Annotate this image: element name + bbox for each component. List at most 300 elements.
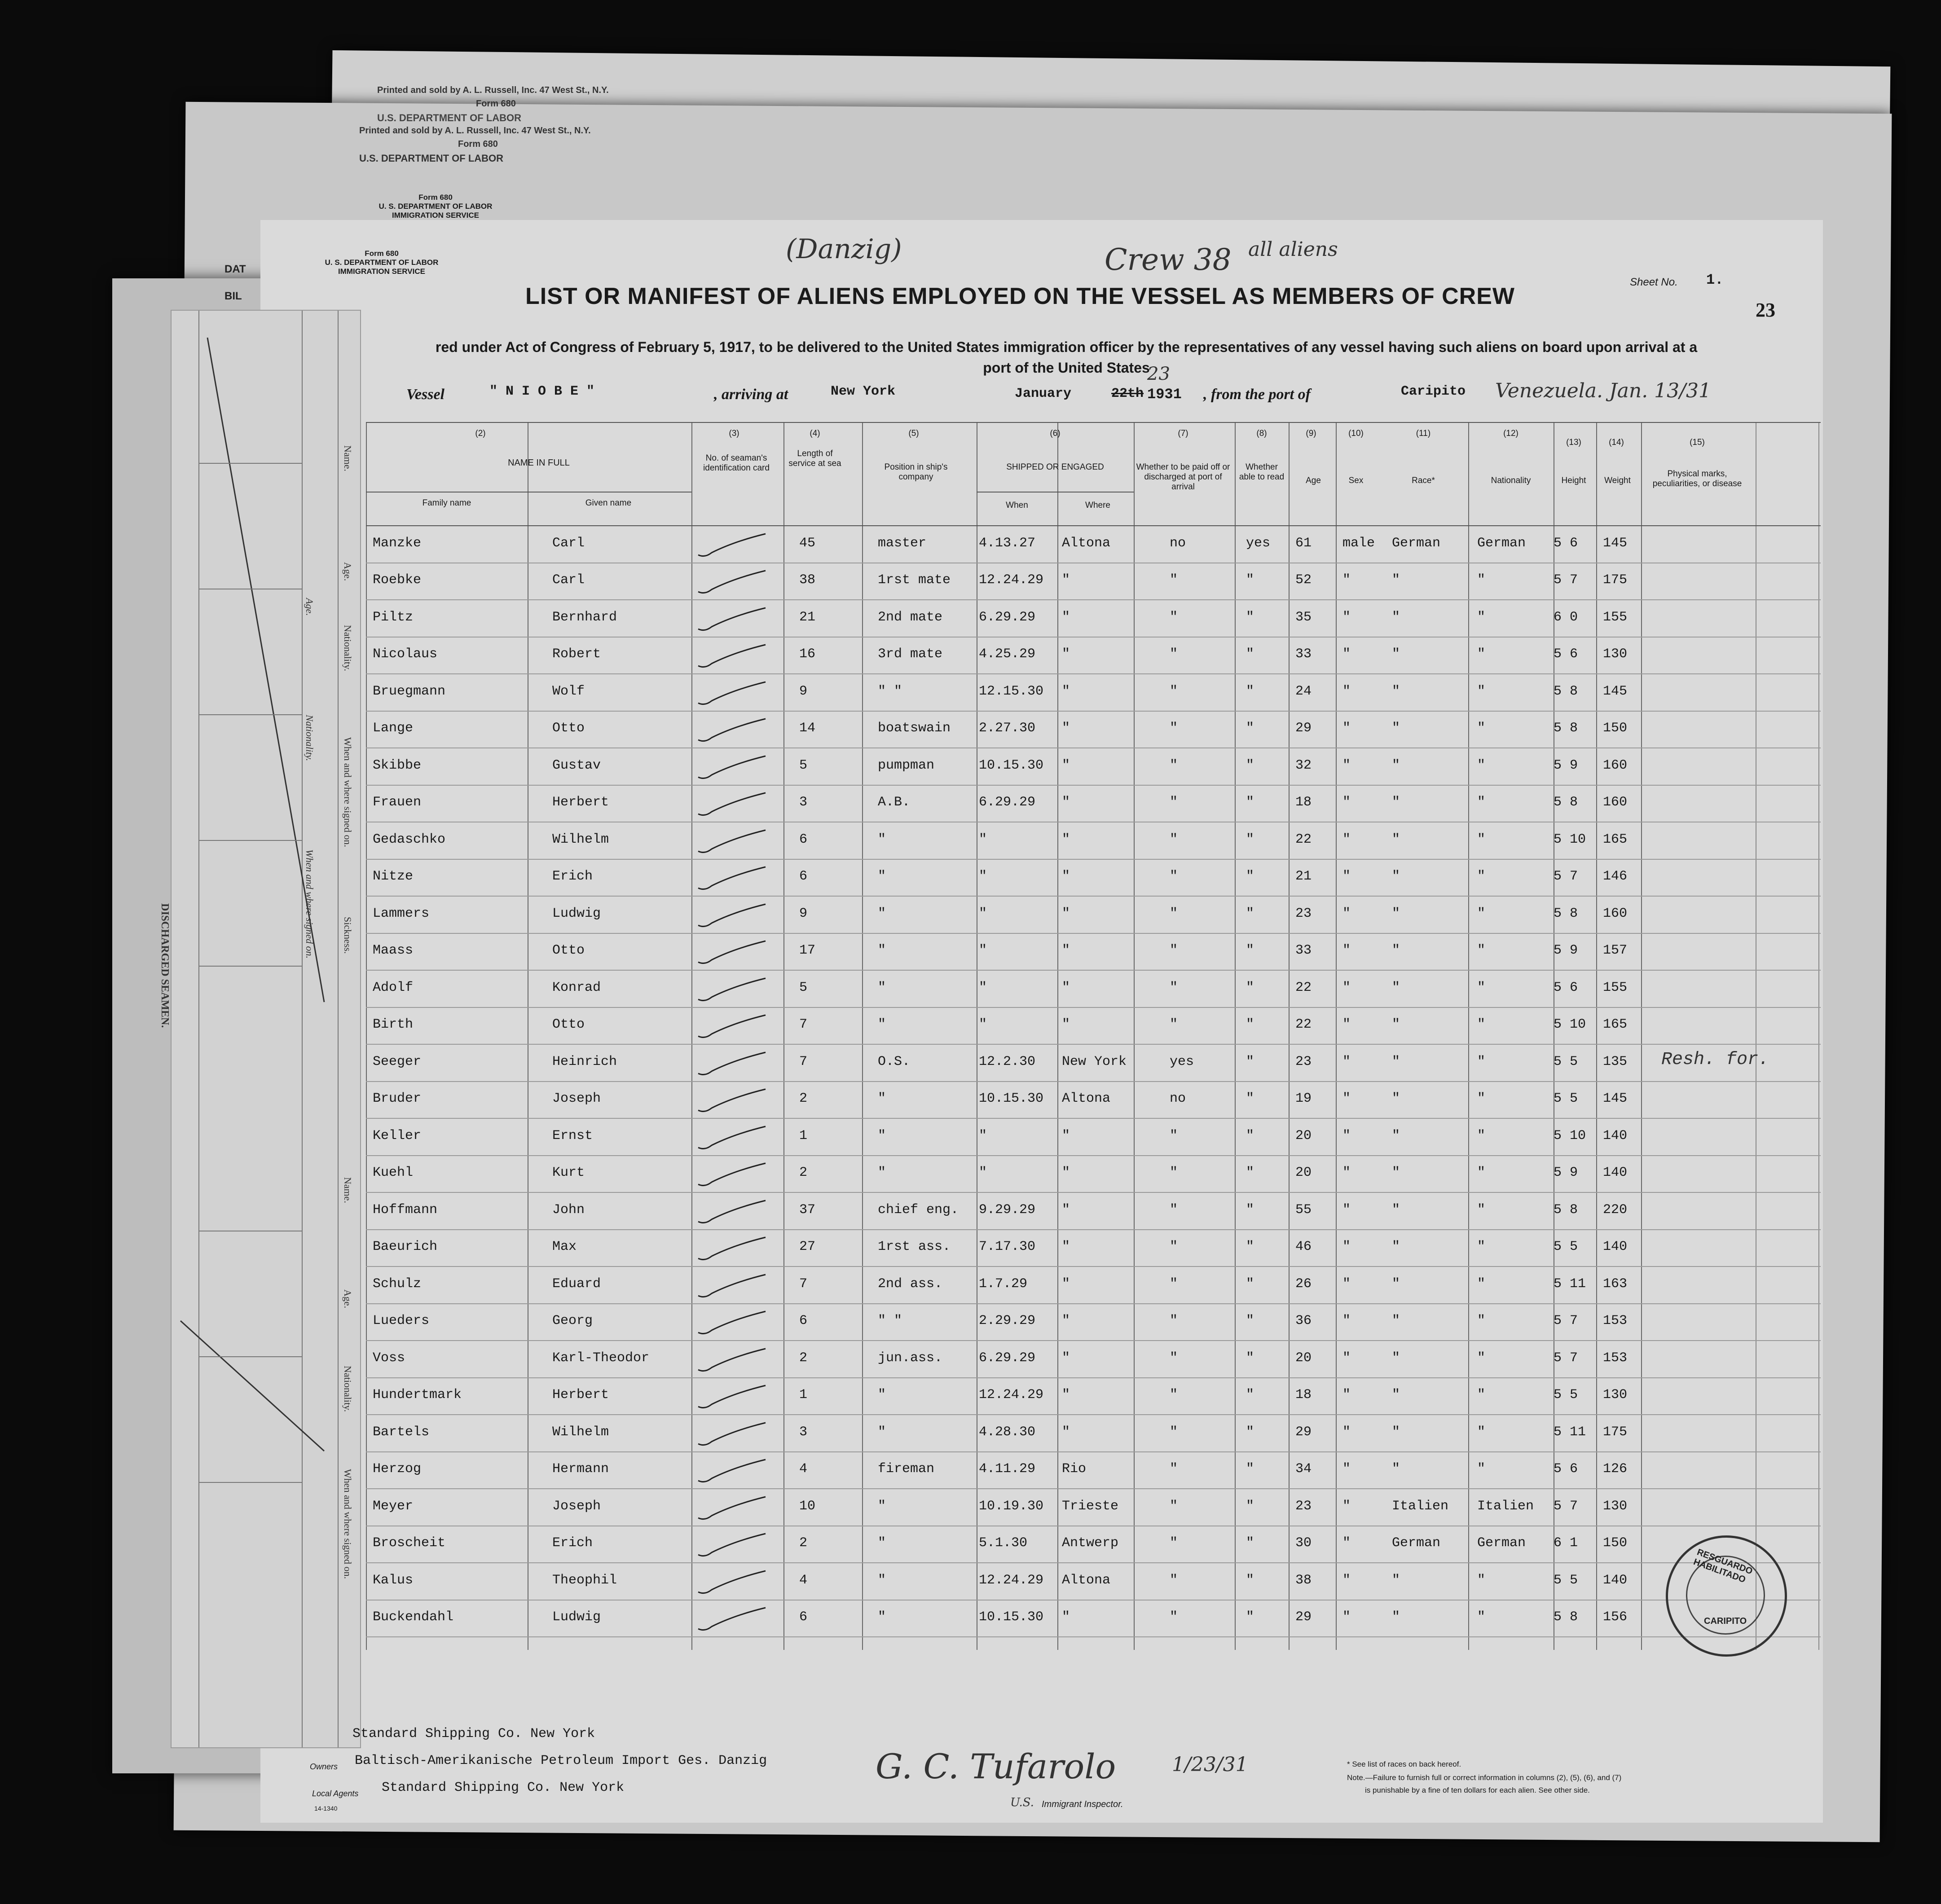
cell-shipped-when: 1.7.29 <box>979 1276 1028 1292</box>
cell-service-length: 21 <box>799 609 816 625</box>
arrival-day-struck: 22th <box>1111 386 1144 401</box>
cell-shipped-when: " <box>979 906 987 921</box>
cell-able-to-read: " <box>1246 1091 1254 1106</box>
cell-age: 33 <box>1295 943 1312 958</box>
cell-nationality: " <box>1477 1424 1486 1440</box>
id-card-check-icon <box>694 604 775 636</box>
table-row-rule <box>366 1414 1821 1415</box>
discharged-seamen-strip <box>159 310 361 1748</box>
cell-shipped-where: " <box>1062 757 1070 773</box>
inspector-label: Immigrant Inspector. <box>1042 1799 1123 1809</box>
cell-family-name: Broscheit <box>373 1535 446 1551</box>
cell-family-name: Nicolaus <box>373 646 438 662</box>
cell-age: 30 <box>1295 1535 1312 1551</box>
cell-paid-off: " <box>1170 980 1178 995</box>
id-card-check-icon <box>694 1604 775 1636</box>
cell-service-length: 38 <box>799 572 816 588</box>
cell-able-to-read: " <box>1246 646 1254 662</box>
col-physical-marks: Physical marks, peculiarities, or disease <box>1652 469 1742 488</box>
cell-paid-off: " <box>1170 721 1178 736</box>
cell-sex: " <box>1342 1350 1351 1366</box>
cell-shipped-when: 12.24.29 <box>979 1387 1044 1403</box>
cell-position: A.B. <box>878 795 911 810</box>
cell-service-length: 4 <box>799 1461 808 1477</box>
cell-given-name: Joseph <box>552 1091 601 1106</box>
cell-family-name: Manzke <box>373 535 422 551</box>
cell-height: 5 9 <box>1554 943 1578 958</box>
cell-shipped-when: " <box>979 831 987 847</box>
cell-able-to-read: " <box>1246 943 1254 958</box>
col-name-in-full: NAME IN FULL <box>508 458 570 468</box>
cell-family-name: Maass <box>373 943 414 958</box>
cell-race: " <box>1392 1387 1400 1403</box>
cell-given-name: Ludwig <box>552 1609 601 1625</box>
col-age: Age <box>1306 476 1321 485</box>
cell-nationality: " <box>1477 1572 1486 1588</box>
col-sex: Sex <box>1348 476 1364 485</box>
cell-height: 5 10 <box>1554 1128 1586 1143</box>
strip-label-nationality-2: Nationality. <box>342 1366 353 1412</box>
cell-weight: 140 <box>1603 1165 1628 1180</box>
table-row-rule <box>366 970 1821 971</box>
cell-race: " <box>1392 721 1400 736</box>
cell-sex: " <box>1342 609 1351 625</box>
cell-family-name: Lammers <box>373 906 430 921</box>
cell-height: 5 8 <box>1554 1609 1578 1625</box>
cell-nationality: " <box>1477 906 1486 921</box>
cell-shipped-where: New York <box>1062 1054 1127 1069</box>
cell-weight: 130 <box>1603 646 1628 662</box>
cell-service-length: 27 <box>799 1239 816 1254</box>
cell-sex: " <box>1342 1498 1351 1514</box>
cell-given-name: Gustav <box>552 757 601 773</box>
from-port-label: , from the port of <box>1203 386 1311 403</box>
col-num-11: (11) <box>1416 429 1431 438</box>
cell-service-length: 17 <box>799 943 816 958</box>
cell-family-name: Gedaschko <box>373 831 446 847</box>
agents-label: Local Agents <box>312 1789 359 1798</box>
cell-service-length: 7 <box>799 1017 808 1032</box>
cell-sex: " <box>1342 1276 1351 1292</box>
cell-age: 24 <box>1295 683 1312 699</box>
cell-service-length: 10 <box>799 1498 816 1514</box>
table-row-rule <box>366 1044 1821 1045</box>
cell-service-length: 7 <box>799 1276 808 1292</box>
cell-position: " <box>878 980 886 995</box>
cell-able-to-read: yes <box>1246 535 1271 551</box>
id-card-check-icon <box>694 1011 775 1043</box>
cell-height: 5 10 <box>1554 831 1586 847</box>
cell-given-name: Georg <box>552 1313 593 1328</box>
table-row-rule <box>366 1155 1821 1156</box>
col-nationality: Nationality <box>1491 476 1531 485</box>
cell-paid-off: " <box>1170 1572 1178 1588</box>
cell-height: 5 7 <box>1554 1313 1578 1328</box>
cell-height: 5 7 <box>1554 1498 1578 1514</box>
cell-nationality: " <box>1477 646 1486 662</box>
cell-able-to-read: " <box>1246 1350 1254 1366</box>
cell-paid-off: " <box>1170 1498 1178 1514</box>
cell-race: " <box>1392 1313 1400 1328</box>
cell-position: " <box>878 906 886 921</box>
cell-shipped-when: 10.15.30 <box>979 1091 1044 1106</box>
cell-nationality: " <box>1477 1091 1486 1106</box>
cell-race: " <box>1392 646 1400 662</box>
cell-race: German <box>1392 1535 1441 1551</box>
cell-able-to-read: " <box>1246 980 1254 995</box>
table-column-rule <box>1641 422 1642 1650</box>
cell-nationality: " <box>1477 1017 1486 1032</box>
strip-diagonals <box>172 311 360 1747</box>
cell-nationality: " <box>1477 943 1486 958</box>
cell-sex: " <box>1342 906 1351 921</box>
table-column-rule <box>1336 422 1337 1650</box>
cell-shipped-when: 12.24.29 <box>979 572 1044 588</box>
cell-family-name: Kalus <box>373 1572 414 1588</box>
cell-race: " <box>1392 869 1400 884</box>
id-card-check-icon <box>694 1382 775 1413</box>
cell-sex: " <box>1342 831 1351 847</box>
cell-position: " <box>878 1387 886 1403</box>
cell-age: 26 <box>1295 1276 1312 1292</box>
id-card-check-icon <box>694 678 775 710</box>
cell-able-to-read: " <box>1246 1387 1254 1403</box>
table-row-rule <box>366 1081 1821 1082</box>
strip-label-signed-2: When and where signed on. <box>342 1469 353 1579</box>
cell-position: " <box>878 1424 886 1440</box>
cell-age: 38 <box>1295 1572 1312 1588</box>
cell-given-name: Robert <box>552 646 601 662</box>
cell-service-length: 6 <box>799 869 808 884</box>
cell-race: " <box>1392 906 1400 921</box>
cell-able-to-read: " <box>1246 1535 1254 1551</box>
cell-paid-off: yes <box>1170 1054 1194 1069</box>
strip-inner-signed: When and where signed on. <box>304 849 315 959</box>
cell-shipped-when: " <box>979 1017 987 1032</box>
table-row-rule <box>366 637 1821 638</box>
cell-age: 46 <box>1295 1239 1312 1254</box>
cell-height: 5 10 <box>1554 1017 1586 1032</box>
cell-weight: 145 <box>1603 535 1628 551</box>
table-row-rule <box>366 1636 1821 1637</box>
cell-age: 36 <box>1295 1313 1312 1328</box>
cell-sex: " <box>1342 1128 1351 1143</box>
cell-shipped-when: 10.15.30 <box>979 1609 1044 1625</box>
cell-shipped-where: " <box>1062 609 1070 625</box>
table-row-rule <box>366 859 1821 860</box>
cell-service-length: 14 <box>799 721 816 736</box>
col-id-card: No. of seaman's identification card <box>703 453 770 473</box>
cell-able-to-read: " <box>1246 1313 1254 1328</box>
cell-position: " <box>878 1091 886 1106</box>
cell-paid-off: " <box>1170 943 1178 958</box>
cell-family-name: Voss <box>373 1350 405 1366</box>
arrival-year: 1931 <box>1147 386 1182 403</box>
cell-paid-off: " <box>1170 1239 1178 1254</box>
cell-height: 5 5 <box>1554 1387 1578 1403</box>
cell-position: " <box>878 1572 886 1588</box>
note-line-1: Note.—Failure to furnish full or correct information in columns (2), (5), (6), and (7) <box>1347 1773 1622 1782</box>
form-line-2: Form 680 <box>458 139 498 149</box>
id-card-check-icon <box>694 1160 775 1191</box>
cell-paid-off: " <box>1170 1387 1178 1403</box>
cell-age: 18 <box>1295 1387 1312 1403</box>
discharged-seamen-title: DISCHARGED SEAMEN. <box>159 903 171 1028</box>
cell-race: Italien <box>1392 1498 1449 1514</box>
strip-inner-age: Age. <box>304 598 315 616</box>
form-code: 14-1340 <box>314 1805 338 1812</box>
owners-value: Baltisch-Amerikanische Petroleum Import Ges. Danzig <box>355 1753 767 1768</box>
cell-age: 61 <box>1295 535 1312 551</box>
cell-shipped-when: 6.29.29 <box>979 1350 1036 1366</box>
cell-shipped-where: " <box>1062 1276 1070 1292</box>
cell-age: 29 <box>1295 1424 1312 1440</box>
cell-shipped-where: " <box>1062 572 1070 588</box>
handwritten-all-aliens: all aliens <box>1248 238 1338 261</box>
id-card-check-icon <box>694 1530 775 1561</box>
cell-weight: 130 <box>1603 1498 1628 1514</box>
cell-paid-off: " <box>1170 1350 1178 1366</box>
cell-given-name: Hermann <box>552 1461 609 1477</box>
table-row-rule <box>366 1118 1821 1119</box>
col-length-service: Length of service at sea <box>788 449 841 468</box>
cell-given-name: Otto <box>552 943 585 958</box>
cell-nationality: " <box>1477 1313 1486 1328</box>
cell-family-name: Nitze <box>373 869 414 884</box>
cell-able-to-read: " <box>1246 1128 1254 1143</box>
cell-family-name: Bartels <box>373 1424 430 1440</box>
cell-sex: " <box>1342 1091 1351 1106</box>
id-card-check-icon <box>694 1271 775 1302</box>
departure-port-handwritten: Venezuela. Jan. 13/31 <box>1495 379 1711 402</box>
cell-position: " <box>878 1017 886 1032</box>
cell-weight: 135 <box>1603 1054 1628 1069</box>
cell-shipped-where: " <box>1062 646 1070 662</box>
cell-nationality: " <box>1477 1609 1486 1625</box>
cell-shipped-where: " <box>1062 943 1070 958</box>
cell-paid-off: " <box>1170 1609 1178 1625</box>
strip-label-signed: When and where signed on. <box>342 737 353 847</box>
cell-shipped-when: 5.1.30 <box>979 1535 1028 1551</box>
col-num-12: (12) <box>1503 429 1518 438</box>
cell-race: " <box>1392 1424 1400 1440</box>
cell-able-to-read: " <box>1246 757 1254 773</box>
cell-nationality: " <box>1477 1202 1486 1218</box>
cell-age: 35 <box>1295 609 1312 625</box>
col-given-name: Given name <box>585 498 632 508</box>
table-row-rule <box>366 711 1821 712</box>
cell-height: 5 9 <box>1554 1165 1578 1180</box>
cell-paid-off: " <box>1170 1017 1178 1032</box>
cell-given-name: Theophil <box>552 1572 617 1588</box>
cell-nationality: " <box>1477 795 1486 810</box>
cell-sex: " <box>1342 1017 1351 1032</box>
table-row-rule <box>366 673 1821 674</box>
cell-age: 29 <box>1295 721 1312 736</box>
cell-sex: " <box>1342 1165 1351 1180</box>
cell-weight: 156 <box>1603 1609 1628 1625</box>
cell-race: " <box>1392 1609 1400 1625</box>
col-position: Position in ship's company <box>884 462 948 482</box>
cell-given-name: Erich <box>552 1535 593 1551</box>
cell-paid-off: " <box>1170 1165 1178 1180</box>
cell-able-to-read: " <box>1246 1239 1254 1254</box>
cell-position: pumpman <box>878 757 935 773</box>
cell-race: " <box>1392 572 1400 588</box>
cell-given-name: Konrad <box>552 980 601 995</box>
cell-family-name: Buckendahl <box>373 1609 454 1625</box>
cell-weight: 140 <box>1603 1239 1628 1254</box>
cell-shipped-where: " <box>1062 980 1070 995</box>
table-column-rule <box>1818 422 1819 1650</box>
cell-position: O.S. <box>878 1054 911 1069</box>
cell-able-to-read: " <box>1246 831 1254 847</box>
cell-shipped-where: " <box>1062 1350 1070 1366</box>
stamp-text-top: RESGUARDO HABILITADO <box>1692 1547 1754 1585</box>
cell-paid-off: " <box>1170 683 1178 699</box>
master-line: Standard Shipping Co. New York <box>352 1726 595 1741</box>
cell-able-to-read: " <box>1246 609 1254 625</box>
cell-age: 19 <box>1295 1091 1312 1106</box>
col-weight: Weight <box>1604 476 1631 485</box>
cell-height: 5 5 <box>1554 1239 1578 1254</box>
table-row-rule <box>366 933 1821 934</box>
col-when: When <box>1006 501 1028 510</box>
port-stamp <box>1666 1535 1787 1657</box>
id-card-check-icon <box>694 827 775 858</box>
table-row-rule <box>366 1007 1821 1008</box>
cell-sex: " <box>1342 1313 1351 1328</box>
strip-inner-nationality: Nationality. <box>304 715 315 761</box>
cell-able-to-read: " <box>1246 795 1254 810</box>
cell-shipped-when: 9.29.29 <box>979 1202 1036 1218</box>
cell-shipped-where: Altona <box>1062 1572 1111 1588</box>
cell-sex: " <box>1342 1535 1351 1551</box>
id-card-check-icon <box>694 1493 775 1525</box>
cell-service-length: 6 <box>799 831 808 847</box>
cell-service-length: 37 <box>799 1202 816 1218</box>
sheet-label: Sheet No. <box>1630 276 1678 288</box>
cell-family-name: Seeger <box>373 1054 422 1069</box>
cell-race: " <box>1392 683 1400 699</box>
cell-age: 23 <box>1295 1054 1312 1069</box>
col-family-name: Family name <box>422 498 471 508</box>
cell-given-name: Erich <box>552 869 593 884</box>
cell-age: 22 <box>1295 980 1312 995</box>
cell-position: fireman <box>878 1461 935 1477</box>
cell-shipped-when: " <box>979 1165 987 1180</box>
cell-weight: 146 <box>1603 869 1628 884</box>
table-column-rule <box>1057 422 1058 1650</box>
cell-weight: 145 <box>1603 1091 1628 1106</box>
cell-sex: " <box>1342 943 1351 958</box>
cell-shipped-when: 12.24.29 <box>979 1572 1044 1588</box>
cell-race: " <box>1392 1054 1400 1069</box>
handwritten-crew-count: Crew 38 <box>1105 242 1232 277</box>
cell-given-name: Max <box>552 1239 577 1254</box>
table-column-rule <box>1596 422 1597 1650</box>
cell-family-name: Piltz <box>373 609 414 625</box>
cell-race: " <box>1392 1276 1400 1292</box>
id-card-check-icon <box>694 641 775 673</box>
cell-shipped-when: 12.2.30 <box>979 1054 1036 1069</box>
cell-nationality: " <box>1477 609 1486 625</box>
cell-race: " <box>1392 1091 1400 1106</box>
cell-shipped-when: 7.17.30 <box>979 1239 1036 1254</box>
cell-given-name: Otto <box>552 721 585 736</box>
cell-weight: 140 <box>1603 1572 1628 1588</box>
table-row-rule <box>366 1192 1821 1193</box>
cell-position: " <box>878 1609 886 1625</box>
cell-weight: 155 <box>1603 980 1628 995</box>
cell-shipped-when: 4.28.30 <box>979 1424 1036 1440</box>
table-column-rule <box>1468 422 1469 1650</box>
cell-race: German <box>1392 535 1441 551</box>
cell-shipped-when: 4.13.27 <box>979 535 1036 551</box>
cell-given-name: Carl <box>552 572 585 588</box>
id-card-check-icon <box>694 530 775 562</box>
cell-nationality: " <box>1477 1461 1486 1477</box>
cell-race: " <box>1392 1017 1400 1032</box>
cell-able-to-read: " <box>1246 683 1254 699</box>
cell-shipped-when: 4.25.29 <box>979 646 1036 662</box>
col-num-4: (4) <box>810 429 820 438</box>
cell-paid-off: no <box>1170 535 1186 551</box>
sheet-number: 1. <box>1706 272 1724 288</box>
cell-age: 32 <box>1295 757 1312 773</box>
cell-position: " " <box>878 1313 902 1328</box>
cell-shipped-when: 10.15.30 <box>979 757 1044 773</box>
cell-weight: 160 <box>1603 757 1628 773</box>
cell-position: master <box>878 535 927 551</box>
col-num-14: (14) <box>1609 438 1624 447</box>
cell-given-name: Joseph <box>552 1498 601 1514</box>
cell-family-name: Hoffmann <box>373 1202 438 1218</box>
table-row-rule <box>366 1451 1821 1452</box>
strip-label-name: Name. <box>342 445 353 472</box>
cell-family-name: Hundertmark <box>373 1387 462 1403</box>
cell-race: " <box>1392 1461 1400 1477</box>
id-card-check-icon <box>694 1049 775 1080</box>
cell-physical-marks: Resh. for. <box>1661 1049 1769 1070</box>
cell-weight: 145 <box>1603 683 1628 699</box>
cell-height: 5 6 <box>1554 535 1578 551</box>
table-row-rule <box>366 1600 1821 1601</box>
cell-sex: " <box>1342 1387 1351 1403</box>
cell-age: 18 <box>1295 795 1312 810</box>
cell-nationality: " <box>1477 1276 1486 1292</box>
form-header: Form 680 U. S. DEPARTMENT OF LABOR IMMIGRATION SERVICE <box>325 249 439 276</box>
cell-shipped-where: " <box>1062 1239 1070 1254</box>
id-card-check-icon <box>694 901 775 932</box>
cell-race: " <box>1392 831 1400 847</box>
printer-line-1: Printed and sold by A. L. Russell, Inc. 47 West St., N.Y. <box>377 85 609 95</box>
cell-position: chief eng. <box>878 1202 959 1218</box>
cell-able-to-read: " <box>1246 572 1254 588</box>
cell-position: 2nd ass. <box>878 1276 943 1292</box>
cell-shipped-where: " <box>1062 795 1070 810</box>
col-num-9: (9) <box>1306 429 1316 438</box>
table-row-rule <box>366 1229 1821 1230</box>
cell-nationality: " <box>1477 683 1486 699</box>
cell-height: 5 11 <box>1554 1276 1586 1292</box>
dept-line-2: U.S. DEPARTMENT OF LABOR <box>359 153 504 164</box>
col-height: Height <box>1561 476 1586 485</box>
cell-position: 2nd mate <box>878 609 943 625</box>
cell-service-length: 6 <box>799 1609 808 1625</box>
cell-paid-off: " <box>1170 757 1178 773</box>
id-card-check-icon <box>694 567 775 598</box>
